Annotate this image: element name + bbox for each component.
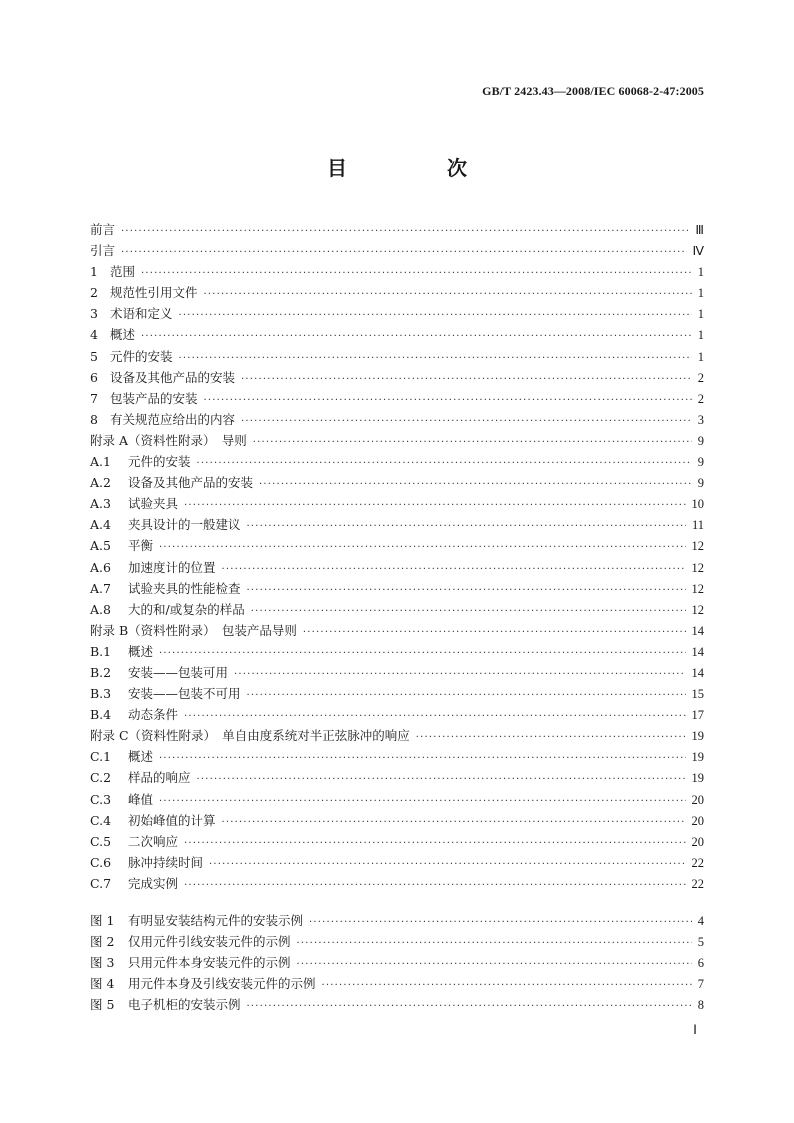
toc-entry-page: 3: [697, 412, 704, 427]
toc-entry[interactable]: [90, 388, 704, 409]
toc-entry-page: 1: [697, 265, 704, 280]
toc-leader-dots: [247, 516, 686, 537]
toc-leader-dots: [141, 326, 692, 347]
toc-leader-dots: [141, 263, 692, 284]
toc-figure-entry[interactable]: [90, 931, 704, 952]
toc-entry-number: 3: [90, 306, 98, 322]
toc-entry[interactable]: [90, 303, 704, 324]
toc-entry-page: 2: [697, 391, 704, 406]
toc-entry-label: 夹具设计的一般建议: [128, 517, 241, 533]
toc-entry[interactable]: [90, 725, 704, 746]
toc-entry-number: C.3: [90, 791, 112, 807]
toc-entry-number: B.4: [90, 707, 112, 723]
toc-entry-number: C.1: [90, 749, 112, 765]
toc-entry[interactable]: [90, 683, 704, 704]
toc-entry-number: A.5: [90, 538, 111, 554]
toc-leader-dots: [297, 954, 692, 975]
toc-figure-entry[interactable]: [90, 952, 704, 973]
toc-leader-dots: [297, 933, 692, 954]
toc-leader-dots: [179, 305, 692, 326]
toc-entry-number: A.3: [90, 496, 111, 512]
toc-entry[interactable]: [90, 746, 704, 767]
toc-leader-dots: [247, 580, 686, 601]
toc-entry-page: 1: [697, 328, 704, 343]
toc-entry-page: 1: [697, 349, 704, 364]
toc-entry-label: 范围: [110, 264, 136, 280]
toc-entry-page: 10: [691, 497, 704, 512]
toc-entry[interactable]: [90, 620, 704, 641]
toc-entry[interactable]: [90, 367, 704, 388]
toc-entry-label: 前言: [90, 222, 116, 237]
toc-entry-number: A.2: [90, 475, 111, 491]
toc-entry[interactable]: [90, 873, 704, 894]
toc-entry-label: 规范性引用文件: [110, 285, 198, 301]
toc-entry-page: 12: [691, 581, 704, 596]
toc-entry-number: C.2: [90, 770, 112, 786]
toc-figure-entry[interactable]: [90, 910, 704, 931]
toc-entry-label: 有关规范应给出的内容: [110, 411, 236, 427]
toc-leader-dots: [253, 432, 692, 453]
toc-entry-page: 19: [691, 750, 704, 765]
toc-entry-number: 8: [90, 411, 98, 427]
toc-entry[interactable]: [90, 282, 704, 303]
toc-leader-dots: [222, 559, 686, 580]
page-title: 目 次: [327, 156, 507, 180]
toc-entry-label: 设备及其他产品的安装: [110, 369, 236, 385]
toc-entry-label: 术语和定义: [110, 306, 173, 322]
toc-entry[interactable]: [90, 789, 704, 810]
toc-leader-dots: [322, 975, 692, 996]
toc-leader-dots: [247, 996, 692, 1017]
toc-entry-page: 17: [691, 708, 704, 723]
toc-entry-number: 4: [90, 327, 98, 343]
toc-entry-number: 7: [90, 390, 98, 406]
toc-figure-list: [90, 910, 704, 1015]
toc-entry[interactable]: [90, 261, 704, 282]
toc-entry[interactable]: [90, 409, 704, 430]
toc-entry-number: C.7: [90, 875, 112, 891]
toc-entry[interactable]: [90, 662, 704, 683]
toc-entry-page: 14: [691, 623, 704, 638]
toc-entry-page: 22: [691, 855, 704, 870]
toc-entry-number: B.3: [90, 686, 112, 702]
toc-entry-number: 5: [90, 348, 98, 364]
toc-entry-label: 包装产品的安装: [110, 390, 198, 406]
toc-leader-dots: [159, 537, 685, 558]
toc-leader-dots: [179, 348, 692, 369]
toc-entry-label: 用元件本身及引线安装元件的示例: [128, 976, 316, 992]
toc-leader-dots: [241, 369, 692, 390]
toc-entry-number: C.6: [90, 854, 112, 870]
toc-entry-page: 14: [691, 644, 704, 659]
toc-entry-page: 7: [697, 977, 704, 992]
toc-entry[interactable]: [90, 535, 704, 556]
toc-entry-page: 22: [691, 876, 704, 891]
toc-entry-number: A.4: [90, 517, 111, 533]
toc-entry-label: 二次响应: [128, 833, 179, 849]
toc-entry-label: 平衡: [128, 538, 154, 554]
toc-leader-dots: [204, 390, 692, 411]
toc-entry-label: 试验夹具的性能检查: [128, 580, 241, 596]
table-of-contents: [90, 219, 704, 1015]
toc-leader-dots: [159, 643, 685, 664]
toc-entry[interactable]: [90, 599, 704, 620]
toc-entry-label: 元件的安装: [110, 348, 173, 364]
toc-entry[interactable]: [90, 346, 704, 367]
toc-entry[interactable]: [90, 472, 704, 493]
toc-entry-label: 仅用元件引线安装元件的示例: [128, 934, 291, 950]
toc-leader-dots: [121, 242, 686, 263]
toc-entry-label: 大的和/或复杂的样品: [128, 601, 245, 617]
toc-entry-page: 12: [691, 560, 704, 575]
toc-entry[interactable]: [90, 831, 704, 852]
toc-entry-label: 引言: [90, 243, 116, 259]
toc-entry-number: 1: [90, 264, 98, 280]
toc-entry-page: 11: [691, 518, 704, 533]
toc-entry-number: B.1: [90, 643, 112, 659]
toc-entry-page: 20: [691, 813, 704, 828]
toc-figure-entry[interactable]: [90, 994, 704, 1015]
toc-entry-label: 样品的响应: [128, 770, 191, 786]
toc-entry[interactable]: [90, 852, 704, 873]
toc-entry-label: 元件的安装: [128, 454, 191, 470]
toc-main-list: [90, 219, 704, 894]
toc-entry[interactable]: [90, 493, 704, 514]
toc-leader-dots: [204, 284, 692, 305]
toc-leader-dots: [121, 221, 689, 242]
toc-entry-label: 动态条件: [128, 707, 179, 723]
toc-leader-dots: [184, 875, 685, 896]
toc-entry-number: 6: [90, 369, 98, 385]
toc-leader-dots: [222, 812, 686, 833]
toc-entry-page: 2: [697, 370, 704, 385]
toc-entry-label: 脉冲持续时间: [128, 854, 204, 870]
toc-leader-dots: [159, 748, 685, 769]
toc-leader-dots: [184, 706, 685, 727]
toc-entry-label: 有明显安装结构元件的安装示例: [128, 913, 304, 928]
toc-entry-number: A.8: [90, 601, 111, 617]
toc-entry-label: 附录 B（资料性附录） 包装产品导则: [90, 622, 297, 638]
toc-entry-page: 1: [697, 286, 704, 301]
toc-entry-label: 试验夹具: [128, 496, 179, 512]
toc-entry-page: 4: [697, 914, 704, 928]
toc-entry[interactable]: [90, 641, 704, 662]
toc-leader-dots: [251, 601, 686, 622]
toc-entry-page: 20: [691, 834, 704, 849]
toc-entry-number: 图 3: [90, 955, 115, 971]
toc-gap: [90, 894, 704, 910]
toc-entry-page: 9: [697, 433, 704, 448]
toc-leader-dots: [247, 685, 686, 706]
toc-entry-number: 2: [90, 285, 98, 301]
toc-entry-number: 图 5: [90, 997, 115, 1013]
toc-entry-label: 安装——包装可用: [128, 664, 229, 680]
toc-entry-page: 9: [697, 476, 704, 491]
toc-entry-number: A.6: [90, 559, 111, 575]
toc-entry[interactable]: [90, 451, 704, 472]
toc-entry-page: 6: [697, 956, 704, 971]
toc-entry[interactable]: [90, 240, 704, 261]
toc-entry-label: 概述: [128, 643, 154, 659]
toc-entry-page: 5: [697, 935, 704, 950]
toc-entry-page: 19: [691, 729, 704, 744]
toc-leader-dots: [309, 912, 692, 933]
toc-leader-dots: [259, 474, 692, 495]
toc-entry-number: C.5: [90, 833, 112, 849]
page-number: Ⅰ: [693, 1022, 697, 1037]
toc-figure-entry[interactable]: [90, 973, 704, 994]
toc-entry-label: 只用元件本身安装元件的示例: [128, 955, 291, 971]
toc-entry[interactable]: [90, 430, 704, 451]
toc-entry-number: 图 1: [90, 913, 115, 928]
toc-entry-label: 概述: [128, 749, 154, 765]
toc-entry-label: 加速度计的位置: [128, 559, 216, 575]
toc-entry[interactable]: [90, 704, 704, 725]
toc-entry-page: 12: [691, 539, 704, 554]
toc-leader-dots: [184, 495, 685, 516]
toc-entry-page: 8: [697, 998, 704, 1013]
toc-entry[interactable]: [90, 324, 704, 345]
standard-number: GB/T 2423.43—2008/IEC 60068-2-47:2005: [482, 84, 704, 98]
toc-entry-label: 附录 A（资料性附录） 导则: [90, 432, 247, 448]
toc-entry-label: 安装——包装不可用: [128, 686, 241, 702]
toc-entry-number: A.7: [90, 580, 111, 596]
toc-entry[interactable]: [90, 767, 704, 788]
toc-entry-number: A.1: [90, 454, 111, 470]
toc-entry[interactable]: [90, 219, 704, 240]
toc-entry-page: 1: [697, 307, 704, 322]
toc-entry[interactable]: [90, 810, 704, 831]
toc-entry-page: 9: [697, 455, 704, 470]
toc-entry-label: 概述: [110, 327, 136, 343]
toc-leader-dots: [184, 833, 685, 854]
toc-entry-label: 初始峰值的计算: [128, 812, 216, 828]
toc-entry-page: Ⅲ: [695, 223, 704, 237]
toc-leader-dots: [234, 664, 685, 685]
toc-entry-number: 图 4: [90, 976, 115, 992]
toc-entry[interactable]: [90, 514, 704, 535]
toc-entry-number: B.2: [90, 664, 112, 680]
toc-entry-label: 峰值: [128, 791, 154, 807]
toc-entry-number: C.4: [90, 812, 112, 828]
toc-entry-label: 附录 C（资料性附录） 单自由度系统对半正弦脉冲的响应: [90, 728, 410, 744]
toc-entry-page: Ⅳ: [692, 244, 704, 259]
toc-entry-page: 15: [691, 687, 704, 702]
toc-entry-page: 19: [691, 771, 704, 786]
toc-leader-dots: [197, 453, 692, 474]
toc-entry-page: 12: [691, 602, 704, 617]
toc-entry-page: 20: [691, 792, 704, 807]
toc-leader-dots: [197, 769, 686, 790]
toc-leader-dots: [209, 854, 685, 875]
toc-entry[interactable]: [90, 557, 704, 578]
toc-leader-dots: [241, 411, 692, 432]
toc-entry-page: 14: [691, 665, 704, 680]
toc-entry[interactable]: [90, 578, 704, 599]
toc-entry-label: 完成实例: [128, 875, 179, 891]
toc-entry-label: 设备及其他产品的安装: [128, 475, 254, 491]
toc-entry-number: 图 2: [90, 934, 115, 950]
toc-leader-dots: [416, 727, 686, 748]
toc-leader-dots: [303, 622, 686, 643]
toc-leader-dots: [159, 791, 685, 812]
toc-entry-label: 电子机柜的安装示例: [128, 997, 241, 1013]
